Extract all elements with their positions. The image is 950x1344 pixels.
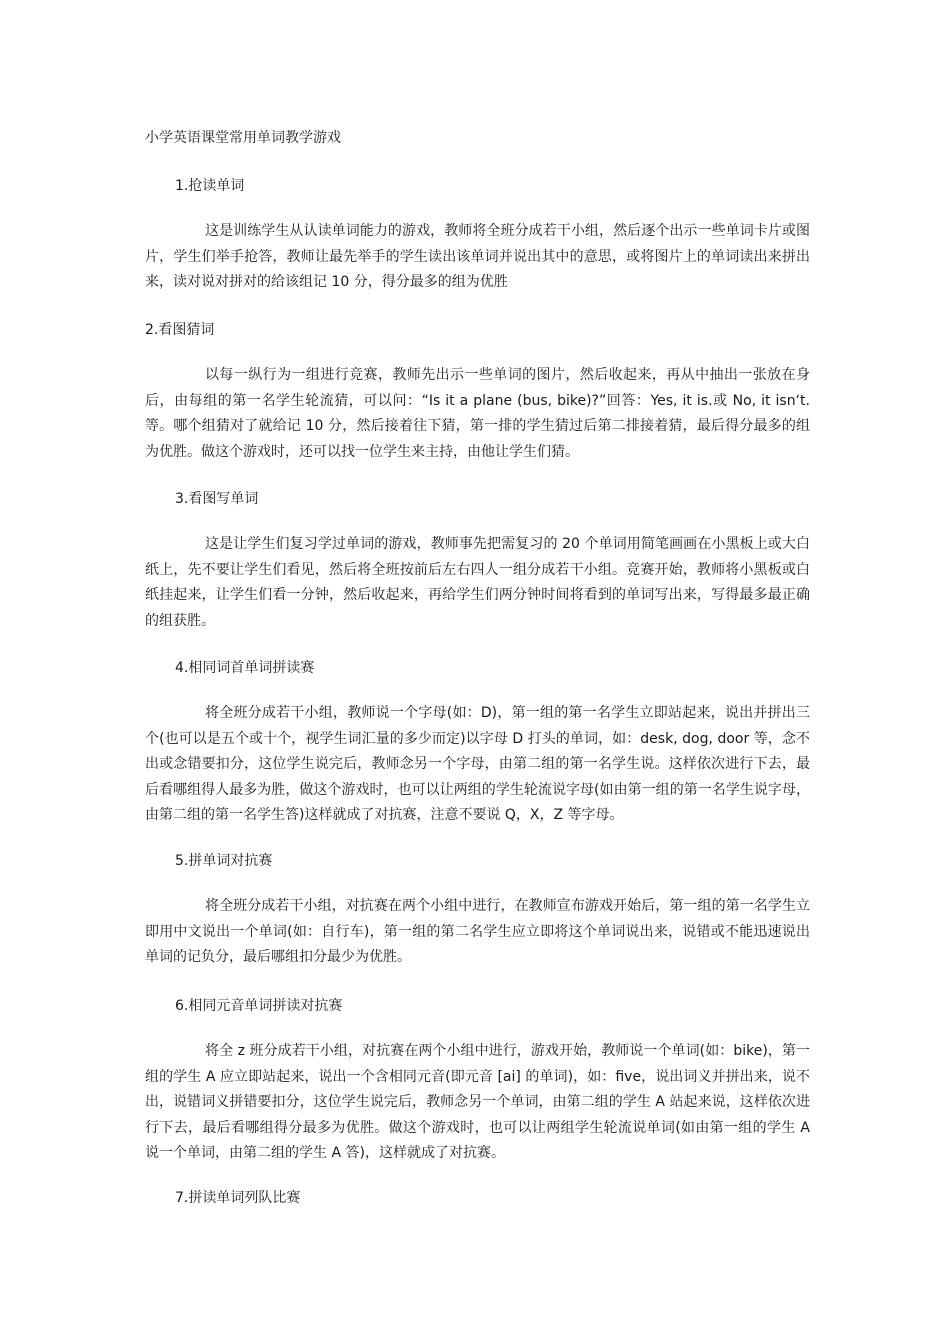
section-body-1: 这是训练学生从认读单词能力的游戏，教师将全班分成若干小组，然后逐个出示一些单词卡片或图片，学生们举手抢答，教师让最先举手的学生读出该单词并说出其中的意思，或将图片上的单词读出来拼出来，读对说对拼对的给该组记 10 分，得分最多的组为优胜 [145,223,810,291]
section-body-5: 将全班分成若干小组，对抗赛在两个小组中进行，在教师宣布游戏开始后，第一组的第一名学生立即用中文说出一个单词(如：自行车)，第一组的第二名学生应立即将这个单词说出来，说错或不能迅速说出单词的记负分，最后哪组扣分最少为优胜。 [145,898,810,966]
section-heading-6: 6.相同元音单词拼读对抗赛 [175,998,343,1014]
section-body-4: 将全班分成若干小组，教师说一个字母(如：D)，第一组的第一名学生立即站起来，说出并拼出三个(也可以是五个或十个，视学生词汇量的多少而定)以字母 D 打头的单词，如：desk, dog, door 等，念不出或念错要扣分，这位学生说完后，教师念另一个字母，由第二组的第一名学生说。这样依次进行下去，最后看哪组得人最多为胜，做这个游戏时，也可以让两组的学生轮流说字母(如由第一组的第一名学生说字母，由第二组的第一名学生答)这样就成了对抗赛，注意不要说 Q，X，Z 等字母。 [145,705,810,824]
document-title: 小学英语课堂常用单词教学游戏 [145,130,341,146]
section-heading-2: 2.看图猜词 [145,322,215,338]
section-heading-1: 1.抢读单词 [175,178,245,194]
section-heading-3: 3.看图写单词 [175,491,259,507]
section-body-2: 以每一纵行为一组进行竞赛，教师先出示一些单词的图片，然后收起来，再从中抽出一张放在身后，由每组的第一名学生轮流猜，可以问：“Is it a plane (bus, bike)?”回答：Yes, it is.或 No, it isn‘t.等。哪个组猜对了就给记 10 分，然后接着往下猜，第一排的学生猜过后第二排接着猜，最后得分最多的组为优胜。做这个游戏时，还可以找一位学生来主持，由他让学生们猜。 [145,367,810,460]
section-heading-7: 7.拼读单词列队比赛 [175,1190,301,1206]
section-heading-5: 5.拼单词对抗赛 [175,853,273,869]
section-body-3: 这是让学生们复习学过单词的游戏，教师事先把需复习的 20 个单词用简笔画画在小黑板上或大白纸上，先不要让学生们看见，然后将全班按前后左右四人一组分成若干小组。竞赛开始，教师将小黑板或白纸挂起来，让学生们看一分钟，然后收起来，再给学生们两分钟时间将看到的单词写出来，写得最多最正确的组获胜。 [145,536,810,629]
section-body-6: 将全 z 班分成若干小组，对抗赛在两个小组中进行，游戏开始，教师说一个单词(如：bike)，第一组的学生 A 应立即站起来，说出一个含相同元音(即元音 [ai] 的单词)，如：five，说出词义并拼出来，说不出，说错词义拼错要扣分，这位学生说完后，教师念另一个单词，由第二组的学生 A 站起来说，这样依次进行下去，最后看哪组得分最多为优胜。做这个游戏时，也可以让两组学生轮流说单词(如由第一组的学生 A 说一个单词，由第二组的学生 A 答)，这样就成了对抗赛。 [145,1043,810,1162]
section-heading-4: 4.相同词首单词拼读赛 [175,660,315,676]
